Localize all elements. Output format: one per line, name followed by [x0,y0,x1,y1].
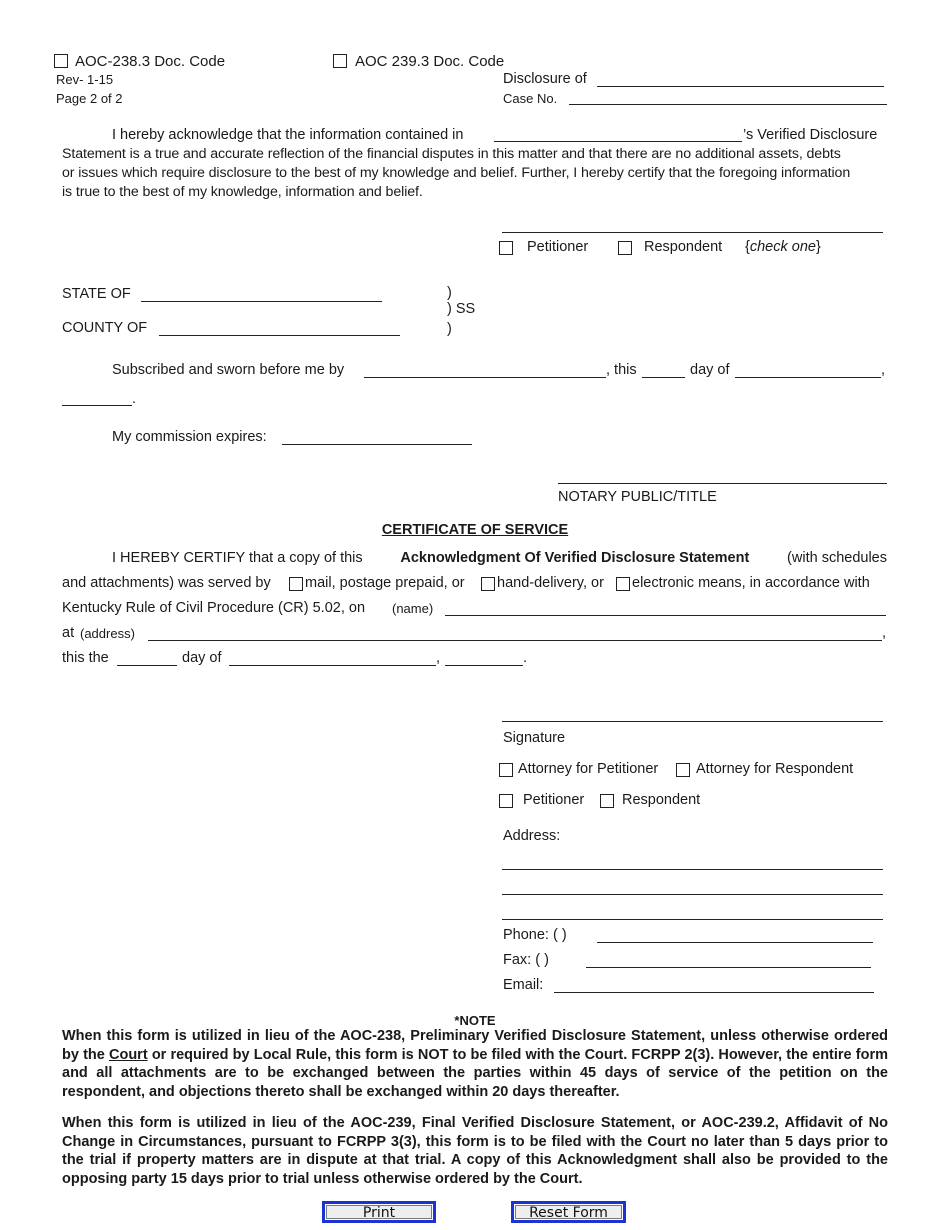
cert-rule-text: Kentucky Rule of Civil Procedure (CR) 5.02, on [62,600,366,616]
venue-paren-bottom: ) [447,321,452,337]
party-petitioner-checkbox[interactable] [499,241,513,255]
attorney-respondent-label: Attorney for Respondent [696,761,854,777]
ack-intro: I hereby acknowledge that the information contained in [112,127,464,143]
attorney-petitioner-checkbox[interactable] [499,763,513,777]
served-year-field[interactable] [445,665,523,666]
address-line-3[interactable] [502,919,883,920]
party-signature-line[interactable] [502,232,883,233]
signature-label: Signature [503,730,566,746]
cert-comma: , [436,650,441,666]
address-line-2[interactable] [502,894,883,895]
cert-period: . [523,650,528,666]
case-no-field[interactable] [569,104,887,105]
service-mail-checkbox[interactable] [289,577,303,591]
commission-field[interactable] [282,444,472,445]
doc-code-239: AOC 239.3 Doc. Code [355,53,505,70]
cert-day-of: day of [182,650,222,666]
cert-line1-c: (with schedules [787,550,887,566]
cert-address-hint: (address) [80,626,135,641]
cert-address-comma: , [882,625,887,641]
note-paragraph-1: When this form is utilized in lieu of the AOC-238, Preliminary Verified Disclosure Statement, unless otherwise ordered by the Court or required by Local Rule, this form is NOT to be filed with the Court. FCRPP 2(3). However, the entire form and all attachments are to be exchanged between the parties within 45 days of service of the petition on the respondent, and objections thereto shall be exchanged within 20 days thereafter. [62,1028,888,1100]
ack-line4: is true to the best of my knowledge, information and belief. [62,184,423,200]
venue-paren-top: ) [447,285,452,301]
state-of-label: STATE OF [62,286,131,302]
aoc-238-checkbox[interactable] [54,54,68,68]
sworn-month-field[interactable] [735,377,881,378]
address-line-1[interactable] [502,869,883,870]
cert-this-the: this the [62,650,109,666]
jurat-period: . [132,391,137,407]
service-hand-label: hand-delivery, or [497,575,604,591]
phone-field[interactable] [597,942,873,943]
service-mail-label: mail, postage prepaid, or [305,575,465,591]
signer-petitioner-checkbox[interactable] [499,794,513,808]
attorney-petitioner-label: Attorney for Petitioner [518,761,659,777]
note-heading: *NOTE [454,1013,496,1028]
served-month-field[interactable] [229,665,436,666]
case-no-label: Case No. [503,91,558,106]
ack-name-field[interactable] [494,141,742,142]
sworn-by-field[interactable] [364,377,606,378]
this-label: , this [606,362,637,378]
doc-code-238: AOC-238.3 Doc. Code [75,53,226,70]
reset-button-label: Reset Form [515,1205,622,1219]
signer-petitioner-label: Petitioner [523,792,585,808]
cert-line1-a: I HEREBY CERTIFY that a copy of this [112,550,363,566]
aoc-239-checkbox[interactable] [333,54,347,68]
party-respondent-checkbox[interactable] [618,241,632,255]
print-button[interactable] [322,1201,436,1223]
page-number: Page 2 of 2 [56,91,123,106]
party-petitioner-label: Petitioner [527,239,589,255]
notary-signature-line[interactable] [558,483,887,484]
cert-line1 [62,550,887,566]
cert-line1-bold: Acknowledgment Of Verified Disclosure Statement [400,550,750,566]
phone-label: Phone: ( ) [503,927,567,943]
day-of-label: day of [690,362,730,378]
cert-served-by: and attachments) was served by [62,575,271,591]
signer-respondent-label: Respondent [622,792,701,808]
email-field[interactable] [554,992,874,993]
cert-name-hint: (name) [392,601,434,616]
address-label: Address: [503,828,561,844]
county-of-label: COUNTY OF [62,320,148,336]
attorney-respondent-checkbox[interactable] [676,763,690,777]
jurat-comma: , [881,362,886,378]
venue-ss: ) SS [447,301,476,317]
disclosure-of-field[interactable] [597,86,884,87]
cert-at-label: at [62,625,75,641]
commission-label: My commission expires: [112,429,267,445]
fax-field[interactable] [586,967,871,968]
served-address-field[interactable] [148,640,882,641]
revision: Rev- 1-15 [56,72,114,87]
disclosure-of-label: Disclosure of [503,71,587,87]
served-day-field[interactable] [117,665,177,666]
certificate-title: CERTIFICATE OF SERVICE [381,522,569,538]
print-button-label: Print [326,1205,432,1219]
ack-line3: or issues which require disclosure to the best of my knowledge and belief. Further, I hereby certify that the foregoing information [62,165,851,181]
county-of-field[interactable] [159,335,400,336]
note-paragraph-2: When this form is utilized in lieu of the AOC-239, Final Verified Disclosure Statement, or AOC-239.2, Affidavit of No Change in Circumstances, pursuant to FCRPP 3(3), this form is to be filed with the Court no later than 5 days prior to the trial if property matters are in dispute at that trial. A copy of this Acknowledgment shall also be provided to the opposing party 15 days prior to trial unless otherwise ordered by the Court. [62,1115,888,1187]
service-hand-checkbox[interactable] [481,577,495,591]
notary-title-label: NOTARY PUBLIC/TITLE [558,489,717,505]
sworn-year-field[interactable] [62,405,132,406]
party-respondent-label: Respondent [644,239,723,255]
service-electronic-label: electronic means, in accordance with [632,575,870,591]
served-name-field[interactable] [445,615,886,616]
check-one-hint: {check one} [745,239,821,255]
service-electronic-checkbox[interactable] [616,577,630,591]
reset-form-button[interactable] [511,1201,626,1223]
state-of-field[interactable] [141,301,382,302]
subscribed-label: Subscribed and sworn before me by [112,362,345,378]
ack-line2: Statement is a true and accurate reflection of the financial disputes in this matter and that there are no additional assets, debts [62,146,841,162]
signer-respondent-checkbox[interactable] [600,794,614,808]
ack-line1-end: ’s Verified Disclosure [743,127,878,143]
signature-line[interactable] [502,721,883,722]
email-label: Email: [503,977,544,993]
sworn-day-field[interactable] [642,377,685,378]
fax-label: Fax: ( ) [503,952,549,968]
